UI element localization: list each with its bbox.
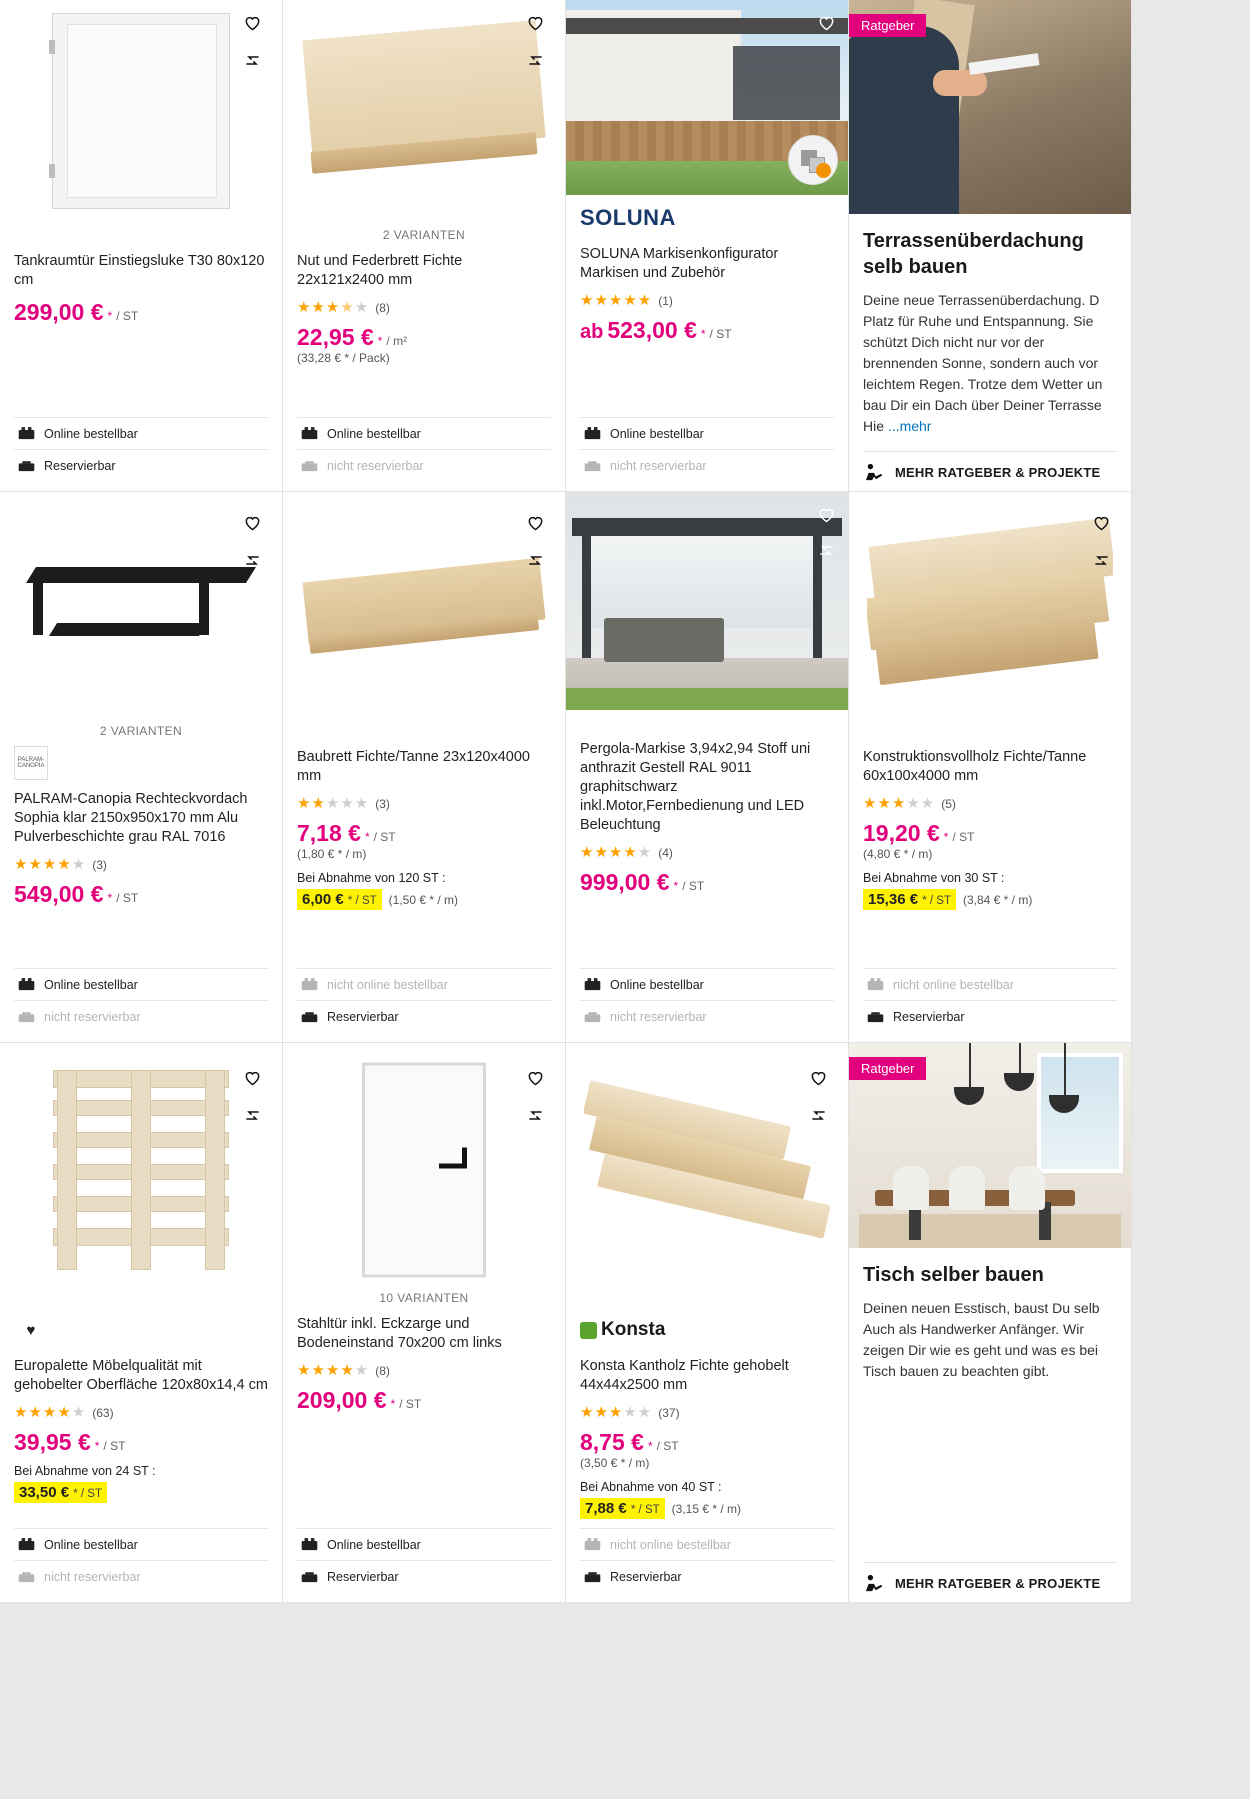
price-asterisk: * bbox=[390, 1397, 396, 1411]
price-unit: / ST bbox=[373, 830, 396, 844]
availability bbox=[14, 968, 268, 1032]
advice-cta[interactable] bbox=[863, 451, 1117, 481]
bulk-price: 6,00 € * / ST bbox=[297, 889, 382, 910]
price-asterisk: * bbox=[700, 327, 706, 341]
availability bbox=[297, 417, 551, 481]
compare-icon[interactable] bbox=[1089, 548, 1113, 572]
price-value: 19,20 € bbox=[863, 820, 940, 846]
advice-text: Deine neue Terrassenüberdachung. D Platz für Ruhe und Entspannung. Sie schützt Dich nicht nur vor der brennenden Sonne, sondern auch vor leichtem Regen. Trotze dem Wetter un bau Dir ein Dach über Deiner Terrasse Hie ...mehr bbox=[863, 292, 1103, 434]
bulk-per-unit: (1,50 € * / m) bbox=[388, 892, 459, 907]
availability bbox=[863, 968, 1117, 1032]
rating-count: (8) bbox=[375, 1363, 390, 1378]
availability-reserve-label: Reservierbar bbox=[327, 1569, 399, 1584]
bulk-per-unit: (3,15 € * / m) bbox=[671, 1501, 742, 1516]
availability-online-label: Online bestellbar bbox=[327, 1537, 421, 1552]
availability-reserve-label: nicht reservierbar bbox=[327, 458, 424, 473]
product-title[interactable]: PALRAM-Canopia Rechteckvordach Sophia klar 2150x950x170 mm Alu Pulverbeschichte grau RAL 7016 bbox=[14, 791, 248, 845]
availability-online bbox=[580, 1528, 834, 1560]
availability-reserve bbox=[297, 449, 551, 481]
price-unit: / m² bbox=[386, 334, 408, 348]
rating-count: (3) bbox=[92, 857, 107, 872]
availability-reserve bbox=[297, 1560, 551, 1592]
advice-card[interactable] bbox=[849, 0, 1132, 492]
rating-count: (63) bbox=[92, 1405, 114, 1420]
availability-online-label: Online bestellbar bbox=[610, 977, 704, 992]
rating-count: (4) bbox=[658, 845, 673, 860]
star-icons: ★★★★★ bbox=[14, 1404, 87, 1421]
brand-logo bbox=[14, 746, 282, 780]
brand-name: SOLUNA bbox=[580, 205, 676, 230]
availability bbox=[14, 1528, 268, 1592]
advice-badge: Ratgeber bbox=[849, 14, 926, 37]
variant-count bbox=[566, 716, 848, 732]
favorite-icon[interactable] bbox=[240, 1065, 264, 1089]
rating[interactable] bbox=[580, 845, 834, 860]
favorite-icon[interactable] bbox=[523, 510, 547, 534]
price-value: 7,18 € bbox=[297, 820, 361, 846]
availability-online bbox=[14, 417, 268, 449]
price-asterisk: * bbox=[364, 830, 370, 844]
advice-title[interactable]: Terrassenüberdachung selb bauen bbox=[863, 230, 1084, 278]
rating[interactable] bbox=[863, 796, 1117, 811]
favorite-icon[interactable] bbox=[814, 10, 838, 34]
availability-online bbox=[580, 968, 834, 1000]
rating-count: (37) bbox=[658, 1405, 680, 1420]
availability bbox=[297, 968, 551, 1032]
price-value: 299,00 € bbox=[14, 299, 104, 325]
advice-cta-label: MEHR RATGEBER & PROJEKTE bbox=[895, 1575, 1101, 1591]
door-illustration bbox=[52, 13, 230, 209]
rating[interactable] bbox=[14, 1405, 268, 1420]
product-price bbox=[14, 882, 268, 906]
product-title[interactable]: Pergola-Markise 3,94x2,94 Stoff uni anthrazit Gestell RAL 9011 graphitschwarz inkl.Motor,Fernbedienung und LED Beleuchtung bbox=[580, 741, 811, 833]
product-title[interactable]: Europalette Möbelqualität mit gehobelter Oberfläche 120x80x14,4 cm bbox=[14, 1358, 268, 1393]
product-price bbox=[14, 300, 268, 324]
advice-cta[interactable] bbox=[863, 1562, 1117, 1592]
variant-count bbox=[0, 1291, 282, 1307]
compare-icon[interactable] bbox=[523, 48, 547, 72]
price-asterisk: * bbox=[673, 879, 679, 893]
star-icons: ★★★★★ bbox=[297, 299, 370, 316]
compare-icon[interactable] bbox=[814, 538, 838, 562]
availability-reserve-label: Reservierbar bbox=[893, 1009, 965, 1024]
product-title[interactable]: Konstruktionsvollholz Fichte/Tanne 60x100x4000 mm bbox=[863, 749, 1087, 784]
bulk-pricing bbox=[863, 871, 1117, 910]
product-image[interactable] bbox=[18, 1055, 264, 1285]
brand-logo bbox=[580, 201, 848, 235]
availability-reserve-label: Reservierbar bbox=[610, 1569, 682, 1584]
availability-online-label: nicht online bestellbar bbox=[327, 977, 448, 992]
bulk-pricing bbox=[297, 871, 551, 910]
price-unit: / ST bbox=[709, 327, 732, 341]
rating[interactable] bbox=[580, 293, 834, 308]
bulk-per-unit: (3,84 € * / m) bbox=[962, 892, 1033, 907]
price-prefix: ab bbox=[580, 321, 604, 343]
bulk-pricing bbox=[14, 1464, 268, 1503]
worker-icon bbox=[863, 1574, 885, 1592]
star-icons: ★★★★★ bbox=[863, 795, 936, 812]
availability bbox=[580, 417, 834, 481]
availability-online bbox=[297, 1528, 551, 1560]
advice-cta-label: MEHR RATGEBER & PROJEKTE bbox=[895, 464, 1101, 480]
availability-reserve-label: nicht reservierbar bbox=[44, 1569, 141, 1584]
product-price bbox=[580, 1430, 834, 1454]
availability-reserve bbox=[580, 449, 834, 481]
price-unit: / ST bbox=[656, 1439, 679, 1453]
product-image[interactable] bbox=[566, 492, 848, 710]
availability-reserve-label: Reservierbar bbox=[44, 458, 116, 473]
bulk-price: 33,50 € * / ST bbox=[14, 1482, 107, 1503]
favorite-icon[interactable] bbox=[814, 502, 838, 526]
bulk-pricing bbox=[580, 1480, 834, 1519]
favorite-icon[interactable] bbox=[523, 1065, 547, 1089]
product-card[interactable] bbox=[849, 492, 1132, 1043]
product-title[interactable]: Stahltür inkl. Eckzarge und Bodeneinstand 70x200 cm links bbox=[297, 1316, 502, 1351]
price-value: 549,00 € bbox=[14, 881, 104, 907]
product-image[interactable] bbox=[301, 0, 547, 222]
availability bbox=[580, 968, 834, 1032]
worker-icon bbox=[863, 463, 885, 481]
star-icons: ★★★★★ bbox=[580, 844, 653, 861]
variant-count: 2 VARIANTEN bbox=[99, 724, 183, 738]
product-price bbox=[580, 870, 834, 894]
price-secondary: (4,80 € * / m) bbox=[863, 847, 933, 861]
availability-reserve-label: nicht reservierbar bbox=[610, 458, 707, 473]
availability-reserve-label: Reservierbar bbox=[327, 1009, 399, 1024]
product-image[interactable] bbox=[584, 1055, 830, 1285]
availability-online-label: nicht online bestellbar bbox=[610, 1537, 731, 1552]
availability-online bbox=[14, 1528, 268, 1560]
brand-logo bbox=[580, 1313, 848, 1347]
availability-online-label: Online bestellbar bbox=[327, 426, 421, 441]
price-asterisk: * bbox=[943, 830, 949, 844]
product-image[interactable] bbox=[301, 1055, 547, 1285]
pergola-scene bbox=[566, 492, 848, 710]
variant-count: 10 VARIANTEN bbox=[379, 1291, 469, 1305]
availability bbox=[14, 417, 268, 481]
pallet-illustration bbox=[53, 1070, 229, 1270]
advice-text: Deinen neuen Esstisch, baust Du selb Auch als Handwerker Anfänger. Wir zeigen Dir wie es geht und was es bei Tisch bauen zu beachten gibt. bbox=[863, 1300, 1100, 1379]
compare-icon[interactable] bbox=[240, 48, 264, 72]
product-price bbox=[863, 821, 1117, 845]
star-icons: ★★★★★ bbox=[580, 292, 653, 309]
compare-icon[interactable] bbox=[523, 1103, 547, 1127]
bulk-label: Bei Abnahme von 30 ST : bbox=[863, 871, 1005, 885]
price-secondary: (3,50 € * / m) bbox=[580, 1456, 650, 1470]
product-card[interactable] bbox=[566, 0, 849, 492]
price-secondary: (33,28 € * / Pack) bbox=[297, 351, 390, 365]
availability-reserve bbox=[14, 449, 268, 481]
availability-online bbox=[297, 417, 551, 449]
product-card[interactable] bbox=[0, 492, 283, 1043]
compare-icon[interactable] bbox=[240, 1103, 264, 1127]
product-card[interactable] bbox=[566, 1043, 849, 1603]
product-card[interactable] bbox=[566, 492, 849, 1043]
product-card[interactable] bbox=[0, 0, 283, 492]
availability-online bbox=[580, 417, 834, 449]
availability-reserve bbox=[580, 1000, 834, 1032]
product-price bbox=[297, 1388, 551, 1412]
availability-online-label: Online bestellbar bbox=[44, 1537, 138, 1552]
star-icons: ★★★★★ bbox=[297, 795, 370, 812]
rating[interactable] bbox=[297, 1363, 551, 1378]
product-card[interactable] bbox=[283, 0, 566, 492]
product-image[interactable] bbox=[18, 500, 264, 718]
canopy-illustration bbox=[31, 567, 251, 651]
price-secondary: (1,80 € * / m) bbox=[297, 847, 367, 861]
rating-count: (1) bbox=[658, 293, 673, 308]
variant-count: 2 VARIANTEN bbox=[382, 228, 466, 242]
price-value: 523,00 € bbox=[607, 317, 697, 343]
price-unit: / ST bbox=[116, 891, 139, 905]
price-unit: / ST bbox=[116, 309, 139, 323]
product-price bbox=[580, 318, 834, 344]
product-title[interactable]: Konsta Kantholz Fichte gehobelt 44x44x2500 mm bbox=[580, 1358, 789, 1393]
availability-online-label: Online bestellbar bbox=[610, 426, 704, 441]
product-image[interactable] bbox=[18, 0, 264, 222]
brand-name: Konsta bbox=[580, 1319, 665, 1341]
product-card[interactable] bbox=[0, 1043, 283, 1603]
product-title[interactable]: Baubrett Fichte/Tanne 23x120x4000 mm bbox=[297, 749, 530, 784]
variant-count bbox=[566, 1291, 848, 1307]
price-unit: / ST bbox=[952, 830, 975, 844]
price-unit: / ST bbox=[399, 1397, 422, 1411]
advice-card[interactable] bbox=[849, 1043, 1132, 1603]
availability-reserve bbox=[14, 1560, 268, 1592]
price-value: 209,00 € bbox=[297, 1387, 387, 1413]
advice-badge: Ratgeber bbox=[849, 1057, 926, 1080]
availability-reserve-label: nicht reservierbar bbox=[44, 1009, 141, 1024]
price-asterisk: * bbox=[377, 334, 383, 348]
favorite-icon[interactable] bbox=[523, 10, 547, 34]
favorite-icon[interactable] bbox=[240, 510, 264, 534]
rating[interactable] bbox=[14, 857, 268, 872]
rating[interactable] bbox=[580, 1405, 834, 1420]
bulk-label: Bei Abnahme von 24 ST : bbox=[14, 1464, 156, 1478]
advice-more-link[interactable]: ...mehr bbox=[887, 418, 932, 434]
product-title[interactable]: Tankraumtür Einstiegsluke T30 80x120 cm bbox=[14, 253, 265, 288]
advice-title[interactable]: Tisch selber bauen bbox=[863, 1264, 1044, 1286]
bulk-price: 15,36 € * / ST bbox=[863, 889, 956, 910]
variant-count bbox=[849, 724, 1131, 740]
price-asterisk: * bbox=[94, 1439, 100, 1453]
product-image[interactable] bbox=[867, 500, 1113, 718]
rating[interactable] bbox=[297, 300, 551, 315]
price-value: 999,00 € bbox=[580, 869, 670, 895]
brand-name: ♥ bbox=[26, 1321, 36, 1339]
availability-online-label: nicht online bestellbar bbox=[893, 977, 1014, 992]
star-icons: ★★★★★ bbox=[14, 856, 87, 873]
price-value: 8,75 € bbox=[580, 1429, 644, 1455]
product-title[interactable]: SOLUNA Markisenkonfigurator Markisen und Zubehör bbox=[580, 246, 779, 281]
star-icons: ★★★★★ bbox=[297, 1362, 370, 1379]
availability-online bbox=[14, 968, 268, 1000]
product-price bbox=[297, 821, 551, 845]
availability-reserve bbox=[863, 1000, 1117, 1032]
favorite-icon[interactable] bbox=[1089, 510, 1113, 534]
bulk-label: Bei Abnahme von 120 ST : bbox=[297, 871, 446, 885]
rating[interactable] bbox=[297, 796, 551, 811]
bulk-price: 7,88 € * / ST bbox=[580, 1498, 665, 1519]
advice-image bbox=[849, 0, 1131, 214]
availability-reserve bbox=[297, 1000, 551, 1032]
variant-count bbox=[0, 228, 282, 244]
bulk-label: Bei Abnahme von 40 ST : bbox=[580, 1480, 722, 1494]
compare-icon[interactable] bbox=[240, 548, 264, 572]
price-unit: / ST bbox=[682, 879, 705, 893]
variant-count bbox=[283, 724, 565, 740]
price-unit: / ST bbox=[103, 1439, 126, 1453]
product-image[interactable] bbox=[566, 0, 848, 195]
star-icons: ★★★★★ bbox=[580, 1404, 653, 1421]
brand-name: PALRAM-CANOPIA bbox=[14, 746, 48, 780]
availability-reserve bbox=[14, 1000, 268, 1032]
price-asterisk: * bbox=[647, 1439, 653, 1453]
availability bbox=[297, 1528, 551, 1592]
availability-online bbox=[863, 968, 1117, 1000]
price-value: 22,95 € bbox=[297, 324, 374, 350]
rating-count: (5) bbox=[941, 796, 956, 811]
availability-online-label: Online bestellbar bbox=[44, 426, 138, 441]
product-image[interactable] bbox=[301, 500, 547, 718]
rating-count: (3) bbox=[375, 796, 390, 811]
availability-reserve bbox=[580, 1560, 834, 1592]
product-title[interactable]: Nut und Federbrett Fichte 22x121x2400 mm bbox=[297, 253, 463, 288]
rating-count: (8) bbox=[375, 300, 390, 315]
price-value: 39,95 € bbox=[14, 1429, 91, 1455]
compare-icon[interactable] bbox=[806, 1103, 830, 1127]
product-price bbox=[14, 1430, 268, 1454]
availability bbox=[580, 1528, 834, 1592]
product-card[interactable] bbox=[283, 1043, 566, 1603]
advice-image bbox=[849, 1043, 1131, 1248]
favorite-icon[interactable] bbox=[240, 10, 264, 34]
price-asterisk: * bbox=[107, 309, 113, 323]
door-illustration bbox=[362, 1063, 486, 1278]
availability-online bbox=[297, 968, 551, 1000]
compare-icon[interactable] bbox=[523, 548, 547, 572]
product-card[interactable] bbox=[283, 492, 566, 1043]
price-asterisk: * bbox=[107, 891, 113, 905]
brand-logo bbox=[14, 1313, 282, 1347]
product-price bbox=[297, 325, 551, 349]
configurator-icon[interactable] bbox=[788, 135, 838, 185]
availability-online-label: Online bestellbar bbox=[44, 977, 138, 992]
availability-reserve-label: nicht reservierbar bbox=[610, 1009, 707, 1024]
favorite-icon[interactable] bbox=[806, 1065, 830, 1089]
